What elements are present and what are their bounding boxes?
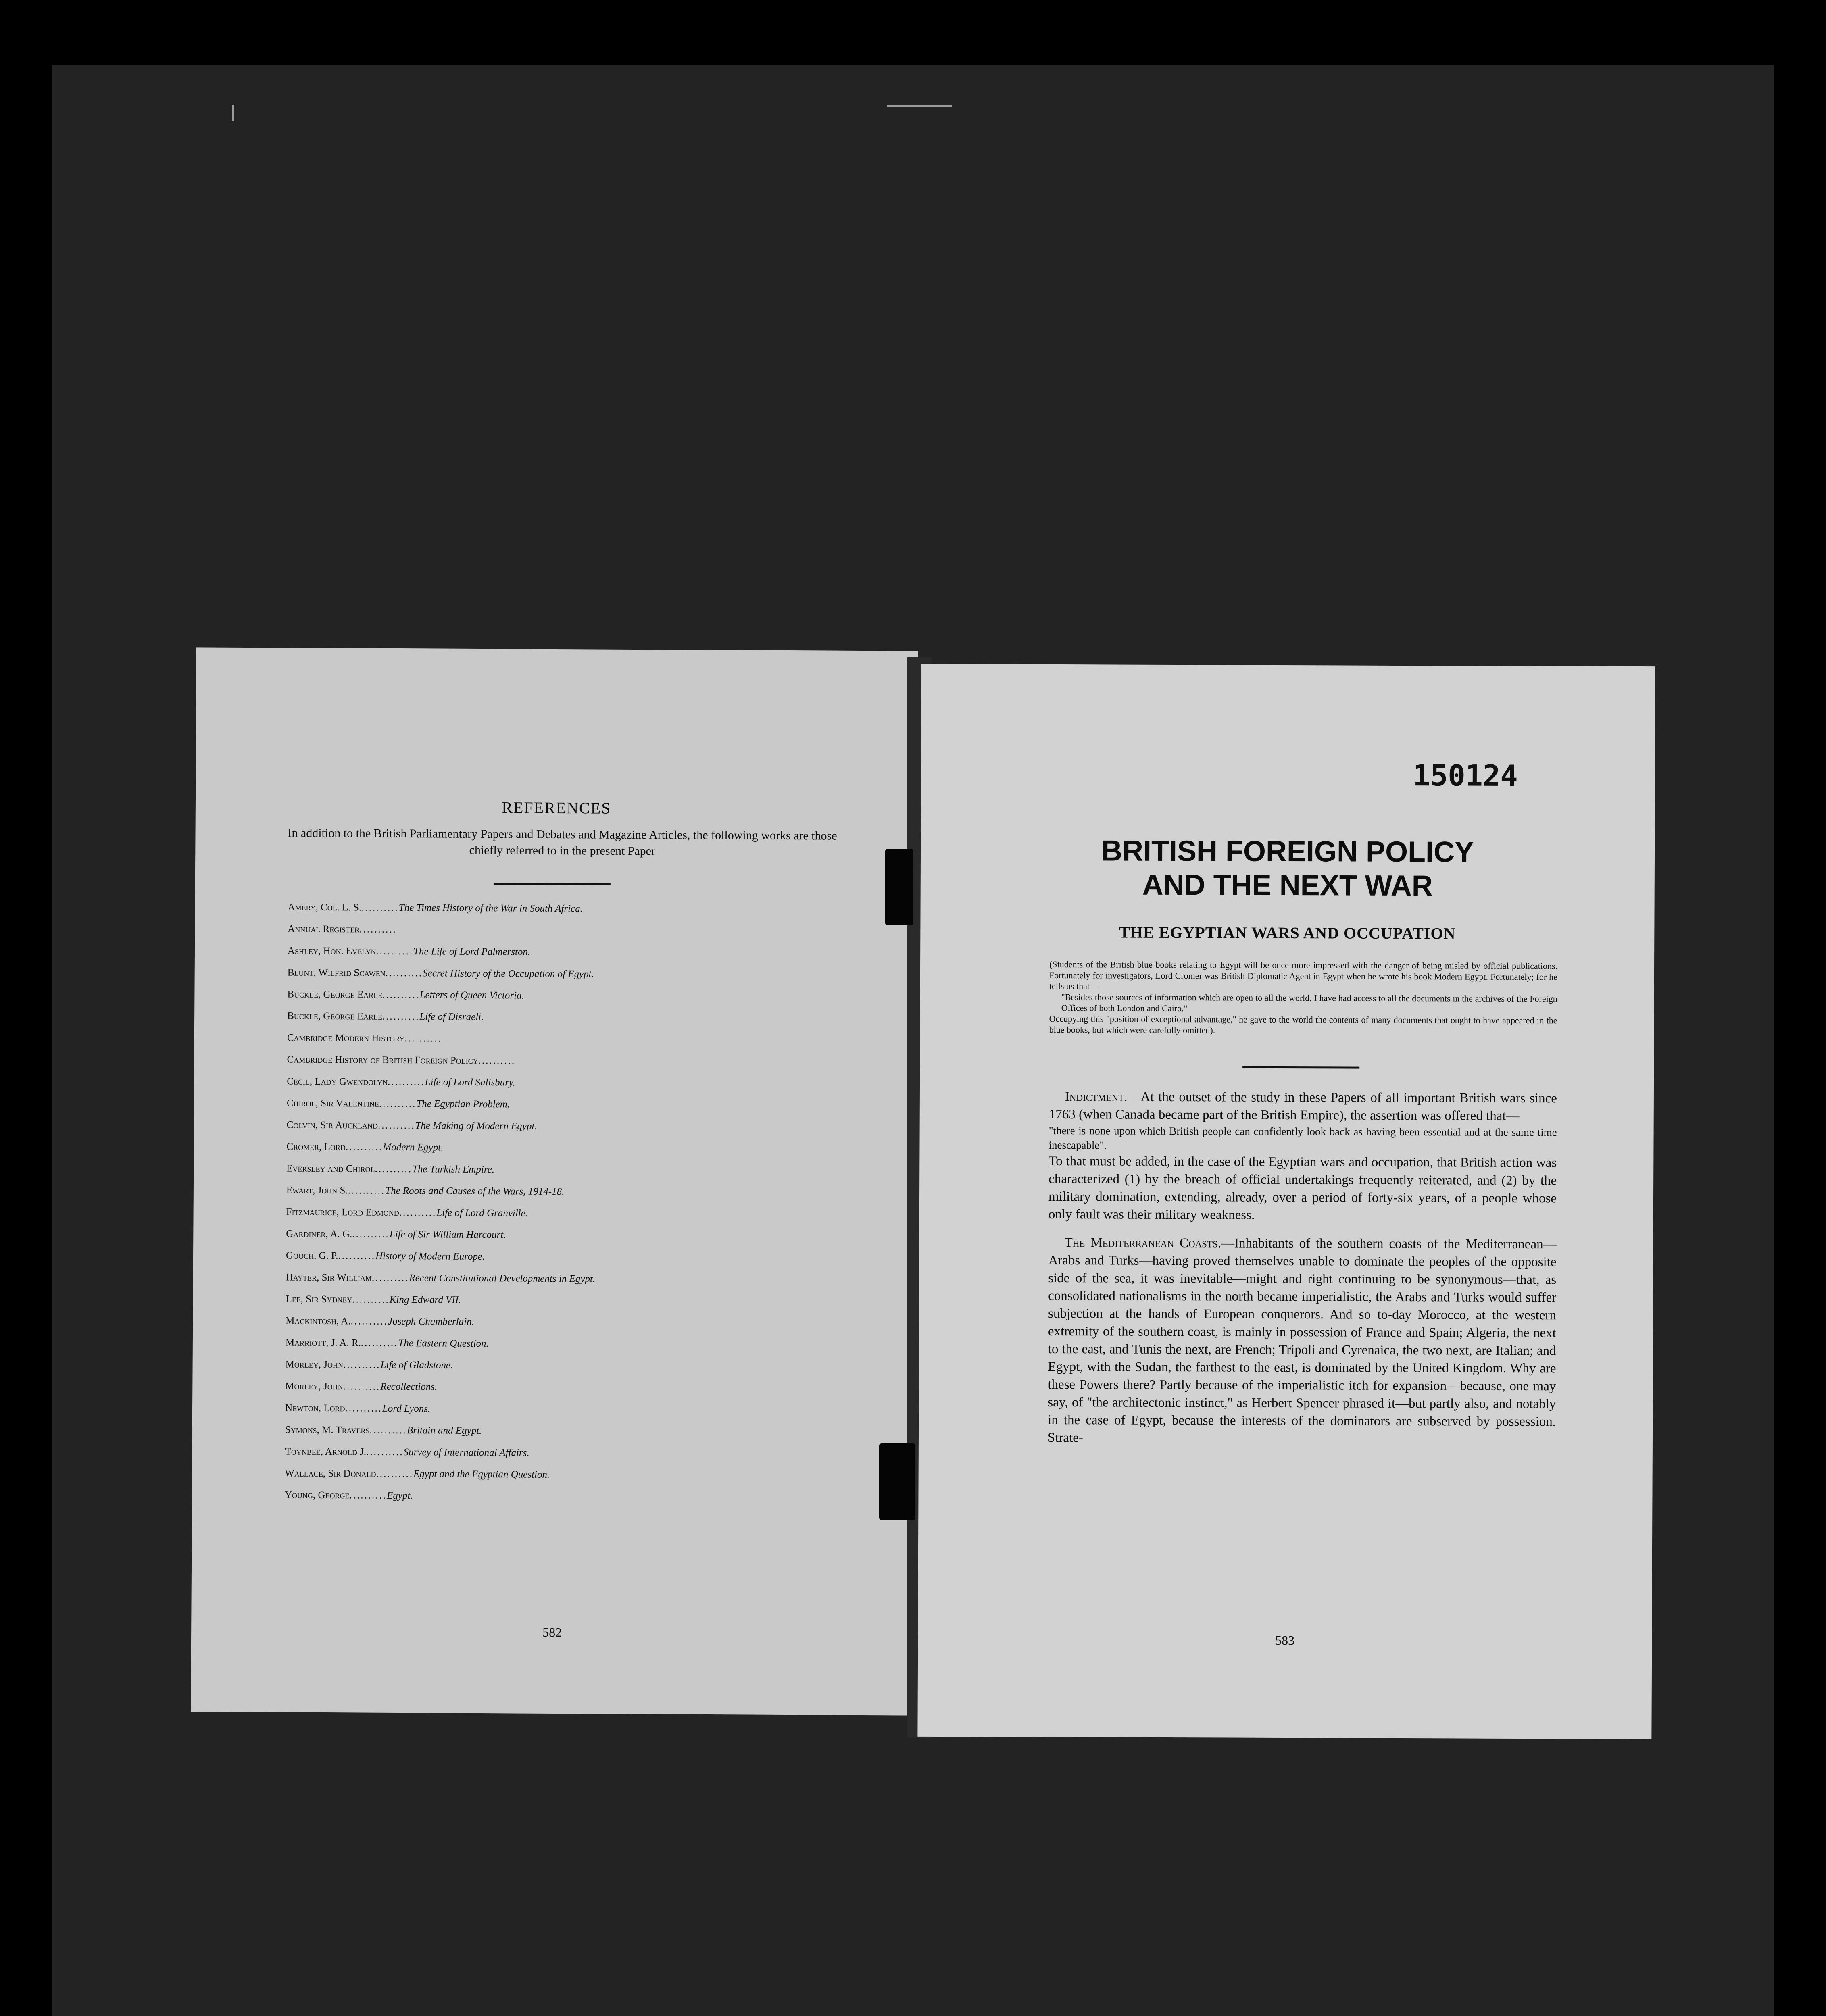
- binding-clip: [885, 849, 913, 925]
- reference-entry: [285, 1490, 849, 1514]
- leader-dots: ..........: [350, 1316, 388, 1327]
- article-subtitle: THE EGYPTIAN WARS AND OCCUPATION: [1119, 923, 1456, 943]
- leader-dots: ..........: [404, 1033, 442, 1044]
- paragraph-indictment: [1048, 1088, 1557, 1225]
- reference-title: Lord Lyons.: [382, 1403, 431, 1414]
- reference-author: Annual Register: [288, 923, 360, 935]
- reference-title: Life of Gladstone.: [380, 1359, 453, 1371]
- note-quote: "Besides those sources of information which are open to all the world, I have had access to all the documents in the archives of the Foreign Offices of both London and Cairo.": [1061, 992, 1557, 1014]
- right-page: [917, 664, 1655, 1739]
- reference-title: Letters of Queen Victoria.: [419, 989, 524, 1001]
- reference-entry: [288, 902, 852, 927]
- reference-title: Life of Lord Salisbury.: [425, 1077, 515, 1088]
- reference-entry: [285, 1381, 850, 1406]
- reference-author: Cromer, Lord: [286, 1141, 346, 1153]
- article-title: [921, 833, 1655, 904]
- leader-dots: ..........: [352, 1229, 390, 1240]
- frame-mark-corner: [232, 105, 234, 121]
- title-line-1: BRITISH FOREIGN POLICY: [1101, 835, 1474, 868]
- reference-author: Colvin, Sir Auckland: [286, 1119, 378, 1131]
- leader-dots: ..........: [343, 1359, 381, 1370]
- reference-author: Amery, Col. L. S.: [288, 902, 362, 913]
- reference-title: King Edward VII.: [389, 1294, 461, 1306]
- reference-author: Buckle, George Earle: [287, 1010, 382, 1022]
- reference-entry: [285, 1359, 850, 1384]
- reference-entry: [287, 1011, 852, 1035]
- reference-entry: [286, 1163, 851, 1188]
- reference-entry: [287, 989, 852, 1014]
- reference-title: Joseph Chamberlain.: [388, 1316, 474, 1327]
- page-number-right: 583: [1275, 1633, 1295, 1648]
- leader-dots: ..........: [359, 924, 397, 935]
- reference-list: [285, 902, 853, 1514]
- reference-author: Cecil, Lady Gwendolyn: [287, 1076, 388, 1087]
- reference-entry: [286, 1250, 850, 1275]
- reference-entry: [285, 1446, 849, 1471]
- leader-dots: ..........: [349, 1490, 387, 1501]
- leader-dots: ..........: [369, 1425, 407, 1436]
- reference-author: Ashley, Hon. Evelyn: [287, 945, 376, 957]
- reference-author: Fitzmaurice, Lord Edmond: [286, 1206, 399, 1218]
- leader-dots: ..........: [338, 1250, 376, 1262]
- leader-dots: ..........: [343, 1381, 381, 1392]
- leader-dots: ..........: [382, 989, 420, 1001]
- reference-author: Mackintosh, A.: [286, 1315, 351, 1327]
- reference-author: Lee, Sir Sydney: [286, 1293, 352, 1305]
- reference-entry: [285, 1425, 850, 1449]
- reference-title: Egypt.: [386, 1490, 413, 1502]
- leader-dots: ..........: [375, 1163, 413, 1175]
- reference-entry: [285, 1403, 850, 1427]
- leader-dots: ..........: [345, 1403, 383, 1414]
- reference-author: Gardiner, A. G.: [286, 1228, 352, 1240]
- paragraph-mediterranean: [1048, 1234, 1557, 1448]
- divider: [494, 883, 611, 885]
- reference-title: Egypt and the Egyptian Question.: [413, 1468, 550, 1480]
- reference-entry: [286, 1229, 850, 1253]
- leader-dots: ..........: [361, 1337, 398, 1349]
- reference-entry: [286, 1207, 850, 1231]
- reference-author: Toynbee, Arnold J.: [285, 1446, 367, 1458]
- note-text: (Students of the British blue books relating to Egypt will be once more impressed with the danger of being misled by official publications. Fortunately for investigators, Lord Cromer was British Diplomatic Agent in Egypt when he wrote his book Modern Egypt. Fortunately; for he tells us that—: [1049, 959, 1558, 991]
- reference-author: Gooch, G. P.: [286, 1250, 338, 1262]
- reference-title: Life of Lord Granville.: [436, 1207, 528, 1219]
- quotation: "there is none upon which British people can confidently look back as having been essential and at the same time inescapable".: [1048, 1124, 1557, 1152]
- leader-dots: ..........: [385, 967, 423, 979]
- reference-entry: [287, 1033, 852, 1057]
- reference-entry: [285, 1468, 849, 1493]
- references-heading: REFERENCES: [502, 798, 611, 817]
- reference-entry: [287, 1076, 851, 1101]
- reference-author: Buckle, George Earle: [287, 989, 383, 1000]
- reference-author: Young, George: [284, 1489, 350, 1501]
- article-body: [1048, 1088, 1557, 1459]
- reference-title: Recollections.: [380, 1381, 438, 1393]
- reference-title: The Eastern Question.: [398, 1337, 489, 1350]
- reference-title: The Times History of the War in South Africa.: [398, 902, 583, 914]
- leader-dots: ..........: [361, 902, 399, 913]
- references-intro: In addition to the British Parliamentary Papers and Debates and Magazine Articles, the following works are those chiefly referred to in the present Paper: [288, 826, 837, 858]
- reference-author: Cambridge Modern History: [287, 1032, 405, 1044]
- reference-title: The Roots and Causes of the Wars, 1914-18.: [385, 1185, 565, 1198]
- reference-entry: [288, 924, 852, 948]
- reference-title: The Turkish Empire.: [412, 1164, 495, 1175]
- reference-author: Wallace, Sir Donald: [285, 1468, 376, 1479]
- reference-author: Symons, M. Travers: [285, 1424, 370, 1436]
- section-head: Indictment.: [1065, 1089, 1128, 1104]
- reference-entry: [288, 946, 852, 970]
- reference-title: Secret History of the Occupation of Egypt.: [423, 968, 594, 980]
- frame-mark-top: [887, 105, 952, 107]
- leader-dots: ..........: [366, 1446, 404, 1458]
- reference-entry: [287, 1054, 851, 1079]
- note-text-end: Occupying this "position of exceptional advantage," he gave to the world the contents of many documents that ought to have appeared in the blue books, but which were carefully omitted).: [1049, 1013, 1557, 1035]
- left-page: [191, 647, 918, 1715]
- leader-dots: ..........: [382, 1011, 420, 1023]
- leader-dots: ..........: [388, 1076, 425, 1088]
- leader-dots: ..........: [371, 1272, 409, 1284]
- reference-entry: [286, 1185, 851, 1210]
- title-line-2: AND THE NEXT WAR: [1142, 868, 1433, 902]
- reference-title: The Egyptian Problem.: [416, 1098, 510, 1110]
- leader-dots: ..........: [352, 1294, 390, 1305]
- binding-clip: [879, 1443, 915, 1520]
- reference-entry: [287, 1098, 851, 1123]
- reference-author: Cambridge History of British Foreign Policy: [287, 1054, 478, 1066]
- reference-author: Blunt, Wilfrid Scawen: [287, 967, 386, 979]
- reference-entry: [287, 967, 852, 992]
- paragraph-text: —Inhabitants of the southern coasts of the Mediterranean—Arabs and Turks—having proved themselves unable to dominate the peoples of the opposite side of the sea, it was inevitable—might and right continuing to be synonymous—that, as consolidated nationalisms in the north became imperialistic, the Arabs and Turks would suffer subjection at the hands of European conquerors. And so to-day Morocco, at the western extremity of the southern coast, is mainly in possession of France and Spain; Algeria, the next to the east, and Tunis the next, are French; Tripoli and Cyrenaica, the two next, are Italian; and Egypt, with the Sudan, the farthest to the east, is dominated by the United Kingdom. Why are these Powers there? Partly because of the imperialistic itch for expansion—because, one may say, of "the architectonic instinct," as Herbert Spencer phrased it—but partly also, and notably in the case of Egypt, because the interests of the dominators are subserved by possession. Strate-: [1047, 1236, 1557, 1445]
- reference-title: Britain and Egypt.: [406, 1425, 482, 1437]
- reference-author: Eversley and Chirol: [286, 1163, 375, 1175]
- reference-title: Recent Constitutional Developments in Egypt.: [409, 1272, 596, 1285]
- reference-title: Modern Egypt.: [383, 1141, 444, 1153]
- leader-dots: ..........: [345, 1141, 383, 1153]
- leader-dots: ..........: [399, 1207, 437, 1218]
- introductory-note: [1049, 959, 1557, 1037]
- reference-entry: [286, 1294, 850, 1318]
- reference-author: Morley, John: [285, 1381, 343, 1392]
- open-book: [194, 645, 1686, 1754]
- document-number-stamp: 150124: [1413, 758, 1518, 793]
- reference-title: History of Modern Europe.: [375, 1250, 485, 1262]
- reference-author: Ewart, John S.: [286, 1185, 348, 1196]
- reference-title: Survey of International Affairs.: [403, 1447, 529, 1458]
- reference-entry: [286, 1141, 851, 1166]
- leader-dots: ..........: [379, 1098, 417, 1110]
- reference-author: Newton, Lord: [285, 1402, 345, 1414]
- leader-dots: ..........: [376, 1468, 414, 1480]
- paragraph-text: —At the outset of the study in these Papers of all important British wars since 1763 (when Canada became part of the British Empire), the assertion was offered that—: [1048, 1089, 1557, 1124]
- section-head: The Mediterranean Coasts.: [1064, 1235, 1222, 1251]
- reference-title: The Making of Modern Egypt.: [415, 1120, 537, 1132]
- page-number-left: 582: [542, 1624, 562, 1640]
- reference-title: The Life of Lord Palmerston.: [413, 946, 531, 958]
- paragraph-text: To that must be added, in the case of the Egyptian wars and occupation, that British action was characterized (1) by the breach of official undertakings frequently reiterated, and (2) by the military domination, extending, already, over a period of forty-six years, of a people whose only fault was their military weakness.: [1048, 1154, 1557, 1223]
- reference-entry: [286, 1337, 850, 1362]
- reference-entry: [286, 1316, 850, 1340]
- leader-dots: ..........: [377, 1120, 415, 1131]
- reference-entry: [286, 1272, 850, 1297]
- reference-author: Morley, John: [285, 1359, 344, 1370]
- reference-title: Life of Disraeli.: [419, 1011, 484, 1023]
- leader-dots: ..........: [348, 1185, 386, 1196]
- divider: [1242, 1066, 1359, 1069]
- reference-entry: [287, 1120, 851, 1144]
- reference-title: Life of Sir William Harcourt.: [389, 1229, 506, 1241]
- leader-dots: ..........: [478, 1055, 516, 1066]
- reference-author: Hayter, Sir William: [286, 1272, 372, 1283]
- reference-author: Marriott, J. A. R.: [285, 1337, 361, 1349]
- reference-author: Chirol, Sir Valentine: [286, 1098, 379, 1109]
- leader-dots: ..........: [376, 946, 414, 957]
